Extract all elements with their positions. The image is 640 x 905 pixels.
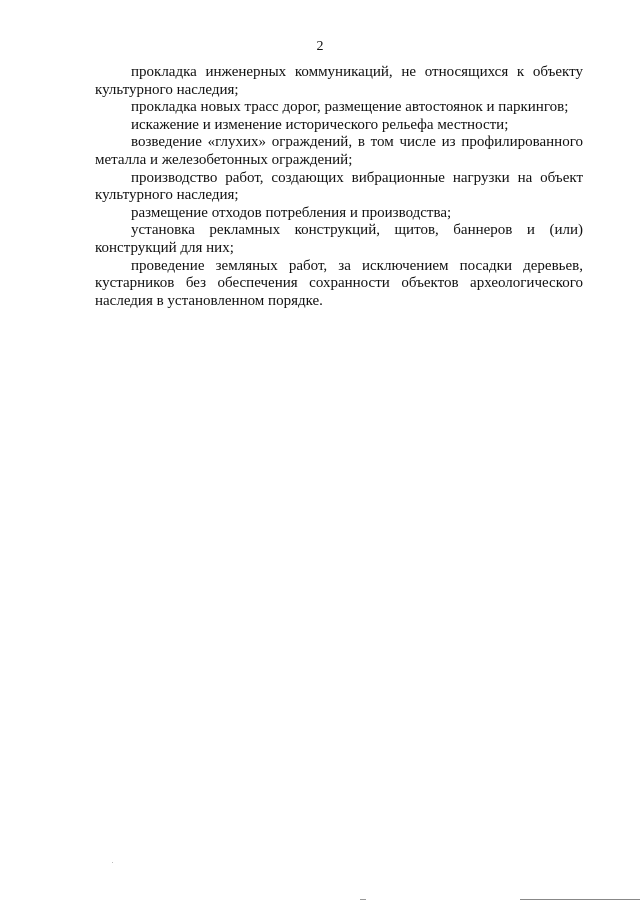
scan-artifact-dot	[112, 862, 113, 863]
scan-artifact-line	[520, 899, 640, 900]
page-number: 2	[316, 39, 324, 54]
scan-artifact-mark	[360, 899, 366, 900]
paragraph-new-roads-parking: прокладка новых трасс дорог, размещение автостоянок и паркингов;	[131, 99, 569, 116]
paragraph-terrain-distortion: искажение и изменение исторического рельефа местности;	[131, 116, 509, 133]
paragraph-advertising-structures: установка рекламных конструкций, щитов, баннеров и (или) конструкций для них;	[95, 222, 583, 256]
paragraph-solid-fences: возведение «глухих» ограждений, в том числе из профилированного металла и железобетонных ограждений;	[95, 134, 583, 168]
document-body	[95, 64, 583, 310]
paragraph-earthworks: проведение земляных работ, за исключением посадки деревьев, кустарников без обеспечения сохранности объектов археологического наследия в установленном порядке.	[95, 257, 583, 309]
paragraph-waste-placement: размещение отходов потребления и производства;	[131, 204, 452, 221]
paragraph-engineering-utilities: прокладка инженерных коммуникаций, не относящихся к объекту культурного наследия;	[95, 64, 583, 98]
paragraph-vibration-works: производство работ, создающих вибрационные нагрузки на объект культурного наследия;	[95, 169, 583, 204]
